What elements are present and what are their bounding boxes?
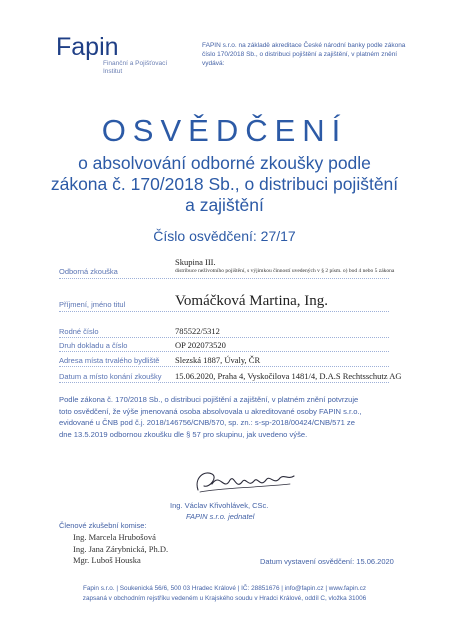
issue-date: Datum vystavení osvědčení: 15.06.2020 xyxy=(260,557,394,566)
document-subtitle xyxy=(40,153,409,216)
exam-date-label: Datum a místo konání zkoušky xyxy=(59,372,162,381)
logo xyxy=(56,33,168,76)
exam-value: Skupina III. xyxy=(175,257,216,267)
exam-label: Odborná zkouška xyxy=(59,267,118,276)
id-document-value: OP 202073520 xyxy=(175,340,226,350)
paragraph-line3: evidované u ČNB pod č.j. 2018/146756/CNB/570, sp. zn.: s-sp-2018/00424/CNB/571 ze xyxy=(59,418,355,427)
signature-image xyxy=(190,466,300,500)
committee-member: Ing. Marcela Hrubošová xyxy=(73,532,156,542)
header-note-line3: vydává: xyxy=(202,60,225,67)
certification-paragraph xyxy=(59,394,399,440)
id-document-label: Druh dokladu a číslo xyxy=(59,341,128,350)
paragraph-line1: Podle zákona č. 170/2018 Sb., o distribuci pojištění a zajištění, v platném znění potvrzuje xyxy=(59,395,359,404)
name-value: Vomáčková Martina, Ing. xyxy=(175,293,329,309)
address-label: Adresa místa trvalého bydliště xyxy=(59,356,160,365)
name-label: Příjmení, jméno titul xyxy=(59,300,126,309)
certificate-number: Číslo osvědčení: 27/17 xyxy=(153,228,296,244)
committee-member: Ing. Jana Zárybnická, Ph.D. xyxy=(73,543,169,554)
footer-line2: zapsaná v obchodním rejstříku vedeném u Krajského soudu v Hradci Králové, oddíl C, vložka 31006 xyxy=(82,595,367,602)
birth-number-value: 785522/5312 xyxy=(175,326,220,336)
exam-date-divider xyxy=(59,382,389,383)
signatory-name: Ing. Václav Křivohlávek, CSc. xyxy=(170,501,269,510)
paragraph-line2: toto osvědčení, že výše jmenovaná osoba absolvovala u akreditované osoby FAPIN s.r.o., xyxy=(59,406,362,416)
exam-divider xyxy=(59,278,389,279)
committee-label: Členové zkušební komise: xyxy=(59,521,147,530)
address-value: Slezská 1887, Úvaly, ČR xyxy=(175,355,261,365)
logo-brand: Fapin xyxy=(56,33,119,61)
subtitle-line2: zákona č. 170/2018 Sb., o distribuci pojištění xyxy=(50,174,399,194)
logo-subtitle xyxy=(103,60,173,76)
subtitle-line3: a zajištění xyxy=(185,195,264,215)
footer-line1: Fapin s.r.o. | Soukenická 56/6, 500 03 Hradec Králové | IČ: 28851676 | info@fapin.cz | www.fapin.cz xyxy=(82,585,367,592)
committee-members xyxy=(73,532,168,567)
header-note xyxy=(202,41,434,68)
exam-detail: distribuce neživotního pojištění, s výjimkou činností uvedených v § 2 písm. o) bod 4 nebo 5 zákona xyxy=(175,268,395,274)
logo-subtitle-line2: Institut xyxy=(103,68,123,75)
signatory-role: FAPIN s.r.o. jednatel xyxy=(186,512,255,521)
header-note-line1: FAPIN s.r.o. na základě akreditace České národní banky podle zákona xyxy=(202,42,406,49)
birth-number-label: Rodné číslo xyxy=(59,327,99,336)
name-divider xyxy=(59,311,389,312)
committee-member: Mgr. Luboš Houska xyxy=(73,555,141,565)
subtitle-line1: o absolvování odborné zkoušky podle xyxy=(78,153,371,173)
exam-date-value: 15.06.2020, Praha 4, Vyskočilova 1481/4, D.A.S Rechtsschutz AG xyxy=(175,371,402,381)
footer xyxy=(0,584,449,604)
signatory xyxy=(170,500,370,522)
id-document-divider xyxy=(59,351,389,352)
document-title: OSVĚDČENÍ xyxy=(101,113,348,148)
birth-number-divider xyxy=(59,337,389,338)
paragraph-line4: dne 13.5.2019 odbornou zkoušku dle § 57 pro skupinu, jak uvedeno výše. xyxy=(59,429,308,439)
logo-subtitle-line1: Finanční a Pojišťovací xyxy=(103,60,168,67)
header-note-line2: číslo 170/2018 Sb., o distribuci pojištění a zajištění, v platném znění xyxy=(202,51,398,58)
address-divider xyxy=(59,366,389,367)
